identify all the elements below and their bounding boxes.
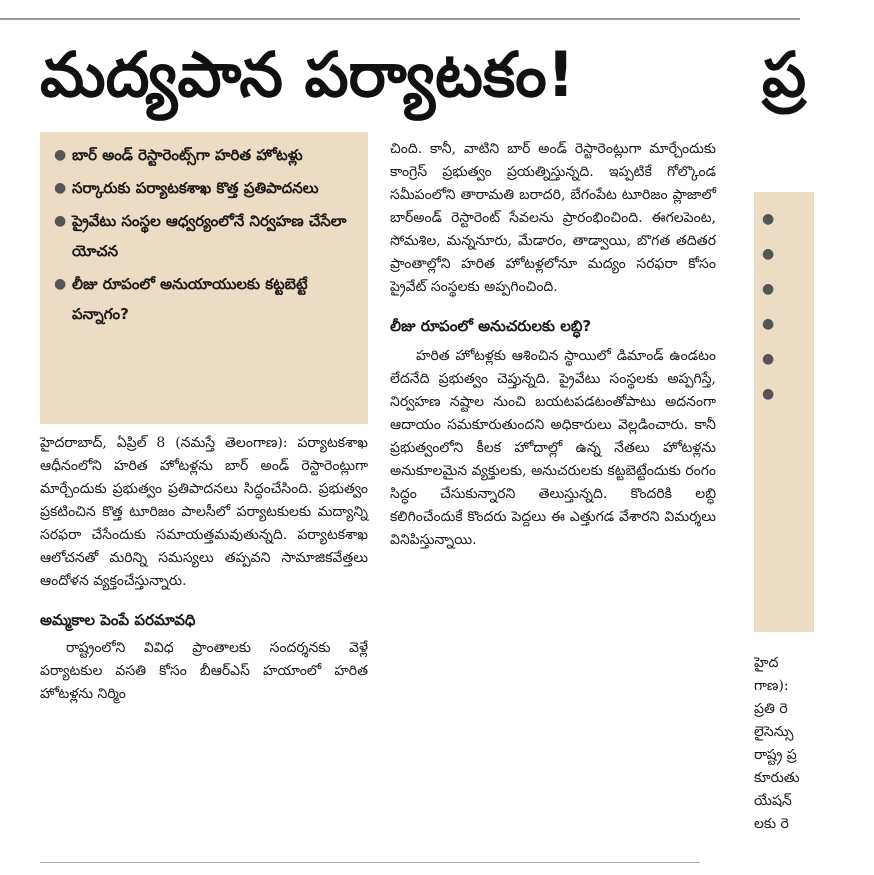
column-left <box>40 132 368 706</box>
bottom-rule <box>40 862 700 863</box>
highlight-item: ● ప్రైవేటు సంస్థల ఆధ్వర్యంలోనే నిర్వహణ చేసేలా యోచన <box>44 206 360 266</box>
paragraph-3: హరిత హోటళ్లకు ఆశించిన స్థాయిలో డిమాండ్ ఉండటం లేదనేది ప్రభుత్వం చెప్తున్నది. ప్రైవేటు సంస్థలకు అప్పగిస్తే, నిర్వహణ నష్టాల నుంచి బయటపడటంతోపాటు అదనంగా ఆదాయం సమకూరుతుందని అధికారులు వెల్లడించారు. కానీ ప్రభుత్వంలోని కీలక హోదాల్లో ఉన్న నేతలు హోటళ్లను అనుకూలమైన వ్యక్తులకు, అనుచరులకు కట్టబెట్టేందుకు రంగం సిద్ధం చేసుకున్నారని తెలుస్తున్నది. కొందరికి లబ్ధి కలిగించేందుకే కొందరు పెద్దలు ఈ ఎత్తుగడ వేశారని విమర్శలు వినిపిస్తున్నాయి. <box>390 348 716 548</box>
bullet-icon: ● <box>54 213 67 229</box>
bullet-icon: ● <box>762 211 775 227</box>
highlight-item: ● సర్కారుకు పర్యాటకశాఖ కొత్త ప్రతిపాదనలు <box>44 173 360 203</box>
bullet-icon: ● <box>54 180 67 196</box>
bullet-icon: ● <box>54 276 67 292</box>
highlight-item: ● బార్ అండ్ రెస్టారెంట్స్‌గా హరిత హోటళ్లు <box>44 140 360 170</box>
subhead-sales: అమ్మకాల పెంపే పరమావధి <box>40 611 196 629</box>
next-headline-fragment: ప్ర <box>762 38 807 111</box>
column-middle <box>390 138 716 552</box>
bullet-icon: ● <box>762 246 775 262</box>
highlights-box <box>40 132 368 424</box>
bullet-icon: ● <box>54 147 67 163</box>
column-right-cutoff <box>742 132 800 875</box>
intro-paragraph: హైదరాబాద్, ఏప్రిల్ 8 (నమస్తే తెలంగాణ): పర్యాటకశాఖ ఆధీనంలోని హరిత హోటళ్లను బార్ అండ్ రెస్టారెంట్లుగా మార్చేందుకు ప్రభుత్వం ప్రతిపాదనలు సిద్ధంచేసింది. ప్రభుత్వం ప్రకటించిన కొత్త టూరిజం పాలసీలో పర్యాటకులకు మద్యాన్ని సరఫరా చేసేందుకు సమాయత్తమవుతున్నది. పర్యాటకశాఖ ఆలోచనతో మరిన్ని సమస్యలు తప్పవని సామాజికవేత్తలు ఆందోళన వ్యక్తంచేస్తున్నారు. <box>40 435 368 589</box>
paragraph-2-continued: చింది. కానీ, వాటిని బార్ అండ్ రెస్టారెంట్లుగా మార్చేందుకు కాంగ్రెస్ ప్రభుత్వం ప్రయత్నిస్తున్నది. ఇప్పటికే గోల్కొండ సమీపంలోని తారామతి బరాదరి, బేగంపేట టూరిజం ప్లాజాలో బార్అండ్ రెస్టారెంట్ సేవలను ప్రారంభించింది. ఈగలపెంట, సోమశిల, మన్ననూరు, మేడారం, తాడ్వాయి, బొగత తదితర ప్రాంతాల్లోని హరిత హోటళ్లలోనూ మద్యం సరఫరా కోసం ప్రైవేట్ సంస్థలకు అప్పగించింది. <box>390 141 716 295</box>
bullet-icon: ● <box>762 351 775 367</box>
bullet-icon: ● <box>762 386 775 402</box>
bullet-icon: ● <box>762 281 775 297</box>
highlight-item: ● లీజు రూపంలో అనుయాయులకు కట్టబెట్టే పన్నాగం? <box>44 269 360 329</box>
bullet-icon: ● <box>762 316 775 332</box>
right-bullets <box>762 202 774 412</box>
headline: మద్యపాన పర్యాటకం! <box>40 38 575 111</box>
top-rule <box>0 18 800 20</box>
paragraph-2: రాష్ట్రంలోని వివిధ ప్రాంతాలకు సందర్శనకు వెళ్లే పర్యాటకుల వసతి కోసం బీఆర్ఎస్ హయాంలో హరిత హోటళ్లను నిర్మిం <box>40 640 368 702</box>
subhead-lease: లీజు రూపంలో అనుచరులకు లబ్ధి? <box>390 317 592 335</box>
right-text-fragments: హైద గాణ): ప్రతి రె లైసెన్సు రాష్ట్ర ప్ర కూరుతు యేషన్ లకు రె <box>754 655 800 832</box>
